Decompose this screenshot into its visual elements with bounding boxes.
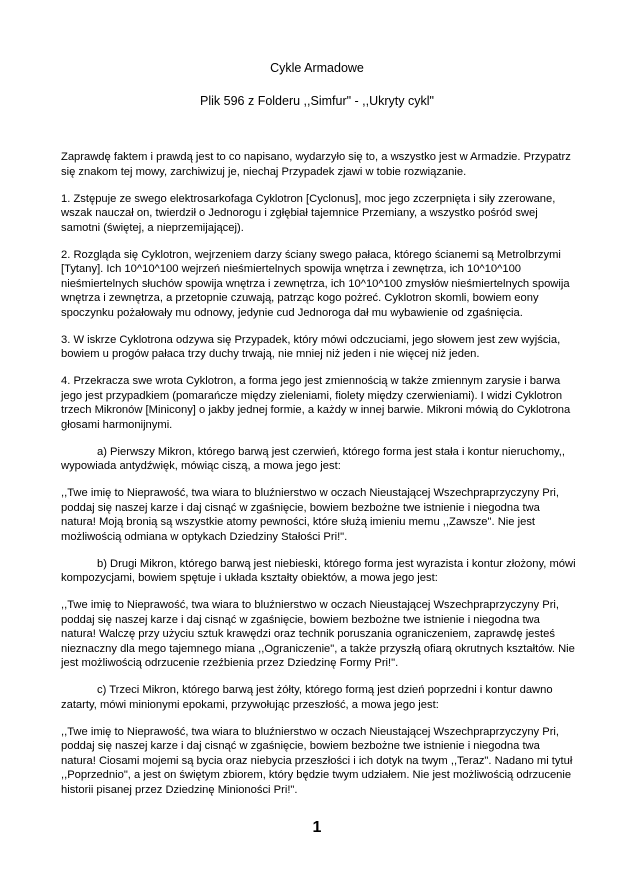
paragraph-4: 4. Przekracza swe wrota Cyklotron, a forma jego jest zmiennością w także zmiennym zarysie i barwa jego jest przypadkiem (pomarańcze między zieleniami, fiolety między czerwieniami). I widzi Cyklotron trzech Mikronów [Minicony] o jakby jednej formie, a każdy w innej barwie. Mikroni mówią do Cyklotrona głosami harmonijnymi. bbox=[61, 375, 571, 431]
paragraph-intro: Zaprawdę faktem i prawdą jest to co napisano, wydarzyło się to, a wszystko jest w Armadzie. Przypatrz się znakom tej mowy, zarchiwizuj je, niechaj Przypadek zjawi w tobie rozwiązanie. bbox=[61, 151, 571, 178]
quote-4a: ,,Twe imię to Nieprawość, twa wiara to bluźnierstwo w oczach Nieustającej Wszechpraprzyczyny Pri, poddaj się naszej karze i daj cisnąć w zgaśnięcie, bowiem bezbożne twe istnienie i niegodna twa natura! Moją bronią są wszystkie atomy pewności, które służą imieniu memu ,,Zawsze". Nie jest możliwością odmiana w optykach Dziedziny Stałości Pri!". bbox=[61, 487, 560, 543]
paragraph-3: 3. W iskrze Cyklotrona odzywa się Przypadek, który mówi odczuciami, jego słowem jest zew wyjścia, bowiem u progów pałaca trzy duchy trwają, nie mniej niż jeden i nie więcej niż jeden. bbox=[61, 333, 561, 360]
quote-4c: ,,Twe imię to Nieprawość, twa wiara to bluźnierstwo w oczach Nieustającej Wszechpraprzyczyny Pri, poddaj się naszej karze i daj cisnąć w zgaśnięcie, bowiem bezbożne twe istnienie i niegodna twa natura! Ciosami mojemi są bycia oraz niebycia przeszłości i ich dotyk na twym ,,Teraz". Nadano mi tytuł ,,Poprzednio", a jest on świętym zbiorem, który będzie twym udziałem. Nie jest możliwością odrzucenie historii pisanej przez Dziedzinę Minioności Pri!". bbox=[61, 725, 573, 796]
paragraph-4b: b) Drugi Mikron, którego barwą jest niebieski, którego forma jest wyrazista i kontur złożony, mówi kompozycjami, bowiem spętuje i układa kształty obiektów, a mowa jego jest: bbox=[61, 557, 576, 584]
paragraph-2: 2. Rozgląda się Cyklotron, wejrzeniem darzy ściany swego pałaca, którego ścianemi są Metrolbrzymi [Tytany]. Ich 10^10^100 wejrzeń nieśmiertelnych spowija wnętrza i zewnętrza, ich 10^10^100 nieśmiertelnych słuchów spowija wnętrza i zewnętrza, ich 10^10^100 zmysłów nieśmiertelnych spowija wnętrza i zewnętrza, a przetopnie czuwają, patrząc kogo pożreć. Cyklotron skomli, bowiem eony spoczynku pożałowały mu odnowy, jedynie cud Jednoroga dał mu wybawienie od zgaśnięcia. bbox=[61, 248, 570, 319]
document-title: Cykle Armadowe bbox=[270, 61, 364, 75]
document-subtitle: Plik 596 z Folderu ,,Simfur" - ,,Ukryty cykl" bbox=[200, 94, 434, 108]
paragraph-4c: c) Trzeci Mikron, którego barwą jest żółty, którego formą jest dzień poprzedni i kontur dawno zatarty, mówi minionymi epokami, przywołując przeszłość, a mowa jego jest: bbox=[61, 684, 553, 711]
paragraph-1: 1. Zstępuje ze swego elektrosarkofaga Cyklotron [Cyclonus], moc jego zczerpnięta i siły zzerowane, wszak nauczał on, twierdził o Jednorogu i zgłębiał tajemnice Przemiany, a wszystko pośród swej samotni (świętej, a nieprzemijającej). bbox=[61, 192, 556, 234]
paragraph-4a: a) Pierwszy Mikron, którego barwą jest czerwień, którego forma jest stała i kontur nieruchomy,, wypowiada antydźwięk, mówiąc ciszą, a mowa jego jest: bbox=[61, 445, 565, 472]
quote-4b: ,,Twe imię to Nieprawość, twa wiara to bluźnierstwo w oczach Nieustającej Wszechpraprzyczyny Pri, poddaj się naszej karze i daj cisnąć w zgaśnięcie, bowiem bezbożne twe istnienie i niegodna twa natura! Walczę przy użyciu sztuk krawędzi oraz technik poruszania ograniczeniem, zaprawdę jesteś nieznaczny dla mego tajemnego miana ,,Ograniczenie", a także przyszłą ofiarą okrutnych kształtów. Nie jest możliwością odrzucenie rzeźbienia przez Dziedzinę Formy Pri!". bbox=[61, 599, 575, 669]
document-body bbox=[61, 150, 577, 810]
page-number: 1 bbox=[312, 819, 322, 836]
